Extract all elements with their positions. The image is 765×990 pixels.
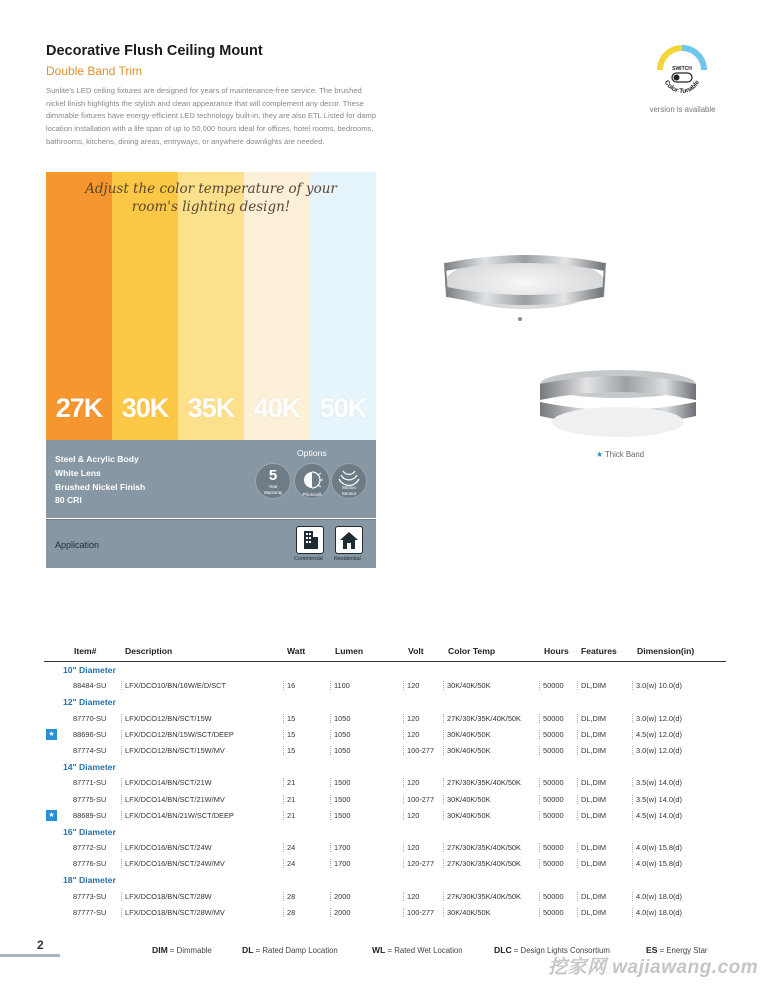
thick-band-star-icon: ★: [596, 450, 603, 459]
cell-lumen: 1500: [330, 795, 350, 804]
table-header: [44, 644, 726, 662]
legend-text: = Rated Damp Location: [253, 946, 338, 955]
cell-dim: 4.5(w) 12.0(d): [632, 730, 682, 739]
commercial-label: Commercial: [294, 556, 323, 562]
cell-item: 88696-SU: [73, 729, 107, 739]
cell-features: DL,DIM: [577, 746, 606, 755]
cell-lumen: 2000: [330, 908, 350, 917]
cell-lumen: 1050: [330, 730, 350, 739]
cell-item: 87773-SU: [73, 891, 107, 901]
motion-text-1: Motion: [342, 485, 356, 490]
cell-lumen: 1050: [330, 714, 350, 723]
page-title: Decorative Flush Ceiling Mount: [46, 43, 263, 59]
cell-item: 87772-SU: [73, 843, 107, 853]
cell-dim: 4.0(w) 18.0(d): [632, 892, 682, 901]
cell-volt: 120: [403, 811, 419, 820]
warranty-icon: [255, 463, 291, 499]
warranty-number: 5: [268, 467, 278, 484]
header-color-temp: Color Temp: [448, 646, 496, 656]
cell-temp: 30K/40K/50K: [443, 908, 491, 917]
badge-label-text: Color Tunable: [662, 79, 702, 95]
warranty-bottom-text: Warranty: [263, 490, 283, 495]
table-row: [44, 727, 726, 743]
cell-temp: 27K/30K/35K/40K/50K: [443, 892, 521, 901]
cell-hours: 50000: [539, 730, 564, 739]
cell-watt: 24: [283, 843, 295, 852]
residential-label: Residential: [334, 556, 361, 562]
thick-band-label: Thick Band: [605, 450, 645, 459]
table-group-header: [44, 694, 726, 710]
temp-label: 40K: [253, 393, 301, 423]
group-label: 12" Diameter: [63, 697, 116, 708]
motion-sensor-icon: [331, 463, 367, 499]
table-row: [44, 792, 726, 808]
cell-dim: 4.5(w) 14.0(d): [632, 811, 682, 820]
cell-features: DL,DIM: [577, 811, 606, 820]
cell-temp: 27K/30K/35K/40K/50K: [443, 778, 521, 787]
legend-text: = Rated Wet Location: [385, 946, 463, 955]
cell-desc: LFX/DCO12/BN/SCT/15W/MV: [121, 746, 225, 755]
legend-text: = Energy Star: [657, 946, 708, 955]
cell-volt: 100-277: [403, 746, 434, 755]
legend-abbr: DIM: [152, 945, 168, 955]
cell-desc: LFX/DCO12/BN/SCT/15W: [121, 714, 212, 723]
header-features: Features: [581, 646, 617, 656]
cell-desc: LFX/DCO10/BN/16W/E/D/SCT: [121, 681, 226, 690]
cell-hours: 50000: [539, 795, 564, 804]
table-row: [44, 743, 726, 759]
cell-watt: 28: [283, 892, 295, 901]
cell-watt: 28: [283, 908, 295, 917]
table-group-header: [44, 662, 726, 678]
page-subtitle: Double Band Trim: [46, 64, 143, 78]
cell-watt: 21: [283, 795, 295, 804]
cell-watt: 15: [283, 714, 295, 723]
cell-volt: 120: [403, 730, 419, 739]
group-label: 18" Diameter: [63, 875, 116, 886]
cell-features: DL,DIM: [577, 843, 606, 852]
table-body: [44, 662, 726, 921]
cell-lumen: 1500: [330, 811, 350, 820]
cell-desc: LFX/DCO14/BN/SCT/21W: [121, 778, 212, 787]
table-group-header: [44, 824, 726, 840]
thick-band-fixture-image: [536, 362, 700, 447]
standard-band-fixture-image: [441, 243, 609, 328]
cell-hours: 50000: [539, 843, 564, 852]
cell-lumen: 1100: [330, 681, 350, 690]
warranty-top-text: Year: [268, 484, 278, 489]
tagline-line-2: room's lighting design!: [131, 199, 291, 215]
header-volt: Volt: [408, 646, 424, 656]
cell-temp: 30K/40K/50K: [443, 730, 491, 739]
badge-note: version is available: [649, 105, 716, 114]
temp-label: 27K: [55, 393, 103, 423]
cell-dim: 4.0(w) 15.8(d): [632, 843, 682, 852]
cell-dim: 4.0(w) 15.8(d): [632, 859, 682, 868]
cell-watt: 21: [283, 778, 295, 787]
legend-text: = Dimmable: [167, 946, 212, 955]
cell-volt: 100-277: [403, 795, 434, 804]
group-label: 16" Diameter: [63, 826, 116, 837]
cell-temp: 30K/40K/50K: [443, 681, 491, 690]
legend-wl: [372, 945, 463, 955]
group-label: 10" Diameter: [63, 665, 116, 675]
cell-item: 88484-SU: [73, 681, 107, 691]
cell-volt: 120: [403, 892, 419, 901]
badge-switch-text: SWITCH: [672, 66, 692, 72]
photocell-icon: [294, 463, 330, 499]
cell-desc: LFX/DCO14/BN/21W/SCT/DEEP: [121, 811, 234, 820]
color-tunable-icon: [652, 44, 712, 104]
commercial-building-icon: [296, 526, 324, 554]
table-row: [44, 889, 726, 905]
cell-watt: 15: [283, 746, 295, 755]
cell-features: DL,DIM: [577, 908, 606, 917]
cell-watt: 21: [283, 811, 295, 820]
cell-lumen: 2000: [330, 892, 350, 901]
header-description: Description: [125, 646, 173, 656]
cell-temp: 27K/30K/35K/40K/50K: [443, 859, 521, 868]
cell-temp: 27K/30K/35K/40K/50K: [443, 714, 521, 723]
legend-abbr: WL: [372, 945, 386, 955]
color-tunable-badge: [652, 44, 712, 104]
cell-desc: LFX/DCO16/BN/SCT/24W: [121, 843, 212, 852]
cell-dim: 3.0(w) 10.0(d): [632, 681, 682, 690]
specs-section: [46, 440, 376, 518]
cell-hours: 50000: [539, 714, 564, 723]
header-hours: Hours: [544, 646, 569, 656]
cell-volt: 120: [403, 843, 419, 852]
cell-item: 87777-SU: [73, 907, 107, 917]
cell-item: 87776-SU: [73, 859, 107, 869]
cell-temp: 27K/30K/35K/40K/50K: [443, 843, 521, 852]
cell-hours: 50000: [539, 859, 564, 868]
legend-text: = Design Lights Consortium: [511, 946, 610, 955]
thick-band-star-icon: ★: [46, 810, 57, 821]
cell-hours: 50000: [539, 892, 564, 901]
cell-features: DL,DIM: [577, 714, 606, 723]
spec-item: White Lens: [55, 467, 101, 478]
cell-dim: 3.5(w) 14.0(d): [632, 795, 682, 804]
cell-hours: 50000: [539, 746, 564, 755]
table-row: [44, 775, 726, 791]
cell-desc: LFX/DCO14/BN/SCT/21W/MV: [121, 795, 225, 804]
cell-lumen: 1500: [330, 778, 350, 787]
table-row: [44, 856, 726, 872]
cell-desc: LFX/DCO18/BN/SCT/28W/MV: [121, 908, 225, 917]
cell-lumen: 1050: [330, 746, 350, 755]
cell-temp: 30K/40K/50K: [443, 811, 491, 820]
photocell-text: Photocell: [302, 492, 322, 497]
cell-item: 87774-SU: [73, 745, 107, 755]
cell-desc: LFX/DCO16/BN/SCT/24W/MV: [121, 859, 225, 868]
tagline-line-1: Adjust the color temperature of your: [85, 181, 337, 197]
legend-abbr: DL: [242, 945, 254, 955]
legend-dim: [152, 945, 212, 955]
cell-volt: 120: [403, 714, 419, 723]
cell-volt: 100-277: [403, 908, 434, 917]
cell-features: DL,DIM: [577, 795, 606, 804]
thick-band-note: [596, 450, 644, 459]
cell-dim: 3.0(w) 12.0(d): [632, 746, 682, 755]
cell-item: 87775-SU: [73, 794, 107, 804]
cell-dim: 3.5(w) 14.0(d): [632, 778, 682, 787]
cell-features: DL,DIM: [577, 892, 606, 901]
cell-item: 87770-SU: [73, 713, 107, 723]
legend-abbr: ES: [646, 945, 658, 955]
cell-desc: LFX/DCO18/BN/SCT/28W: [121, 892, 212, 901]
page-number-bar: [0, 954, 60, 957]
header-watt: Watt: [287, 646, 306, 656]
watermark: 挖家网 wajiawang.com: [548, 957, 759, 978]
spec-item: Steel & Acrylic Body: [55, 454, 139, 464]
cell-features: DL,DIM: [577, 859, 606, 868]
temp-label: 35K: [187, 393, 235, 423]
cell-features: DL,DIM: [577, 778, 606, 787]
table-row: [44, 905, 726, 921]
color-temperature-panel: [46, 172, 376, 568]
table-row: [44, 808, 726, 824]
cell-volt: 120-277: [403, 859, 434, 868]
header-lumen: Lumen: [335, 646, 364, 656]
cell-lumen: 1700: [330, 859, 350, 868]
header-dimension: Dimension(in): [637, 646, 695, 656]
temp-label: 30K: [121, 393, 169, 423]
table-row: [44, 678, 726, 694]
cell-temp: 30K/40K/50K: [443, 746, 491, 755]
cell-watt: 15: [283, 730, 295, 739]
cell-dim: 3.0(w) 12.0(d): [632, 714, 682, 723]
motion-text-2: Sensor: [341, 490, 357, 496]
thick-band-star-icon: ★: [46, 729, 57, 740]
cell-hours: 50000: [539, 811, 564, 820]
cell-watt: 16: [283, 681, 295, 690]
table-row: [44, 711, 726, 727]
table-group-header: [44, 872, 726, 888]
cell-hours: 50000: [539, 778, 564, 787]
cell-item: 88689-SU: [73, 810, 107, 820]
cell-features: DL,DIM: [577, 730, 606, 739]
cell-volt: 120: [403, 681, 419, 690]
group-label: 14" Diameter: [63, 762, 116, 773]
panel-tagline: [46, 180, 376, 216]
cell-lumen: 1700: [330, 843, 350, 852]
cell-features: DL,DIM: [577, 681, 606, 690]
cell-hours: 50000: [539, 908, 564, 917]
cell-watt: 24: [283, 859, 295, 868]
page-number: 2: [37, 938, 44, 952]
legend-abbr: DLC: [494, 945, 512, 955]
intro-paragraph: Sunlite's LED ceiling fixtures are designed for years of maintenance-free service. The brushed nickel finish highlights the stylish and clean appearance that will complement any decor. These dimmable fixtures have energy-efficient LED technology built-in, they are also ETL Listed for damp location installation with a life span of up to 50,000 hours ideal for offices, hotel rooms, bedrooms, bathrooms, kitchens, dining areas, entryways, or anywhere downlights are needed.: [46, 86, 377, 146]
application-section: [46, 519, 376, 568]
legend-dl: [242, 945, 338, 955]
options-label: Options: [297, 448, 327, 458]
cell-hours: 50000: [539, 681, 564, 690]
temp-label: 50K: [319, 393, 367, 423]
table-row: [44, 840, 726, 856]
cell-dim: 4.0(w) 18.0(d): [632, 908, 682, 917]
table-group-header: [44, 759, 726, 775]
spec-item: 80 CRI: [55, 495, 82, 506]
product-table: [44, 644, 726, 921]
specs-list: [55, 453, 145, 508]
header-item: Item#: [74, 646, 97, 656]
cell-item: 87771-SU: [73, 778, 107, 788]
cell-temp: 30K/40K/50K: [443, 795, 491, 804]
spec-item: Brushed Nickel Finish: [55, 481, 146, 492]
cell-volt: 120: [403, 778, 419, 787]
cell-desc: LFX/DCO12/BN/15W/SCT/DEEP: [121, 730, 234, 739]
residential-house-icon: [335, 526, 363, 554]
application-label: Application: [55, 540, 100, 550]
